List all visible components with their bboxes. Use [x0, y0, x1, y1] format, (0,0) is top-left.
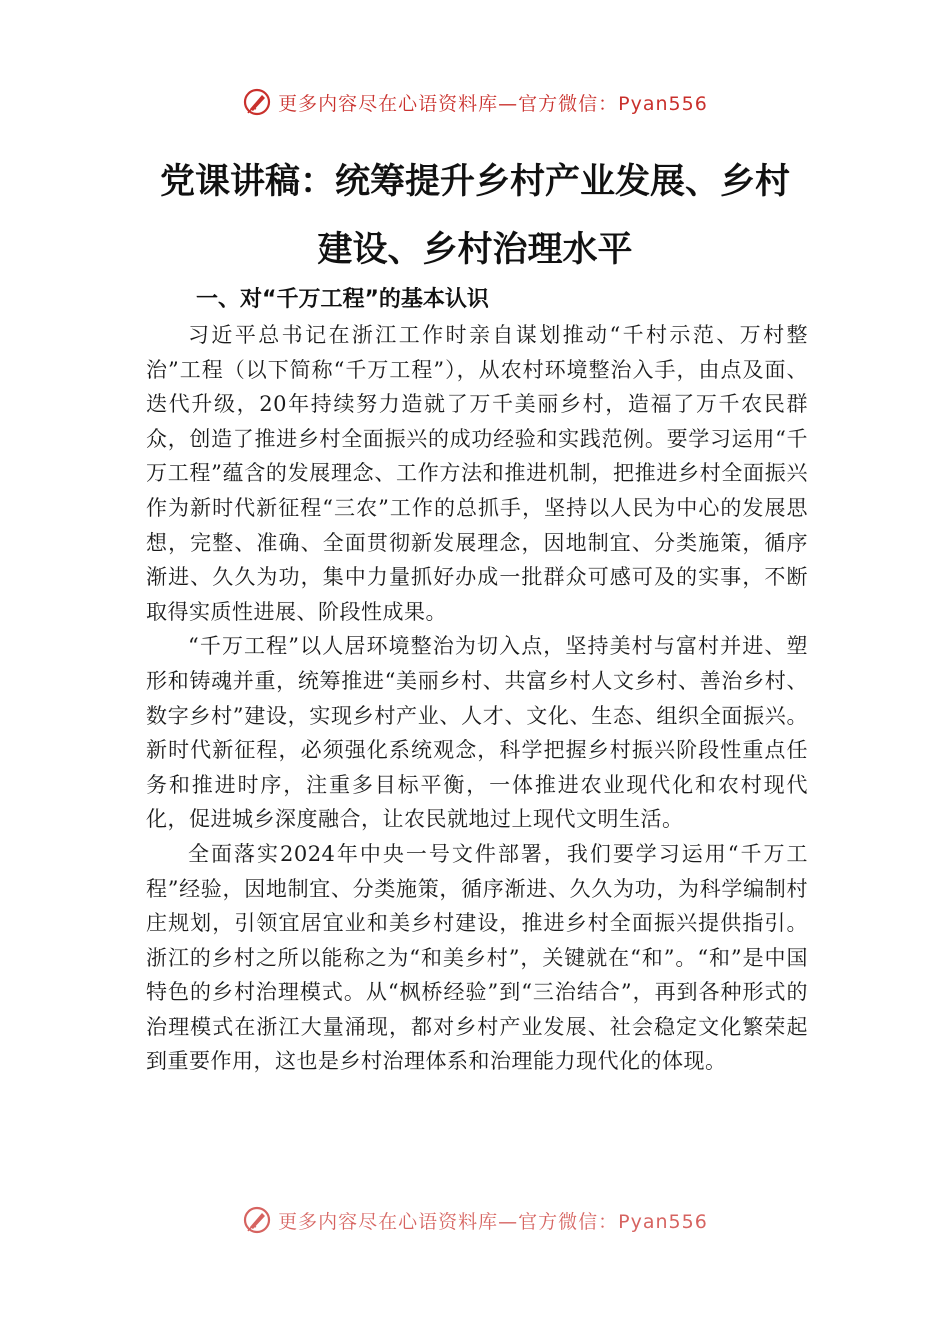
document-body	[146, 318, 808, 1079]
section-heading: 一、对“千万工程”的基本认识	[196, 287, 489, 312]
title-line-1: 党课讲稿：统筹提升乡村产业发展、乡村	[159, 161, 790, 202]
watermark-text: 更多内容尽在心语资料库—官方微信：Pyan556	[278, 92, 708, 115]
paragraph-2: “千万工程”以人居环境整治为切入点，坚持美村与富村并进、塑形和铸魂并重，统筹推进“美丽乡村、共富乡村人文乡村、善治乡村、数字乡村”建设，实现乡村产业、人才、文化、生态、组织全面振兴。新时代新征程，必须强化系统观念，科学把握乡村振兴阶段性重点任务和推进时序，注重多目标平衡，一体推进农业现代化和农村现代化，促进城乡深度融合，让农民就地过上现代文明生活。	[146, 634, 808, 832]
paragraph-1: 习近平总书记在浙江工作时亲自谋划推动“千村示范、万村整治”工程（以下简称“千万工程”），从农村环境整治入手，由点及面、迭代升级，20年持续努力造就了万千美丽乡村，造福了万千农民群众，创造了推进乡村全面振兴的成功经验和实践范例。要学习运用“千万工程”蕴含的发展理念、工作方法和推进机制，把推进乡村全面振兴作为新时代新征程“三农”工作的总抓手，坚持以人民为中心的发展思想，完整、准确、全面贯彻新发展理念，因地制宜、分类施策，循序渐进、久久为功，集中力量抓好办成一批群众可感可及的实事，不断取得实质性进展、阶段性成果。	[146, 323, 808, 624]
watermark-footer	[0, 1200, 950, 1240]
pen-circle-icon	[242, 87, 272, 117]
watermark-text: 更多内容尽在心语资料库—官方微信：Pyan556	[278, 1210, 708, 1233]
watermark-header	[0, 82, 950, 122]
title-line-2: 建设、乡村治理水平	[317, 229, 633, 270]
document-title	[140, 148, 810, 284]
pen-circle-icon	[242, 1205, 272, 1235]
paragraph-3: 全面落实2024年中央一号文件部署，我们要学习运用“千万工程”经验，因地制宜、分类施策，循序渐进、久久为功，为科学编制村庄规划，引领宜居宜业和美乡村建设，推进乡村全面振兴提供指引。浙江的乡村之所以能称之为“和美乡村”，关键就在“和”。“和”是中国特色的乡村治理模式。从“枫桥经验”到“三治结合”，再到各种形式的治理模式在浙江大量涌现，都对乡村产业发展、社会稳定文化繁荣起到重要作用，这也是乡村治理体系和治理能力现代化的体现。	[146, 841, 808, 1074]
